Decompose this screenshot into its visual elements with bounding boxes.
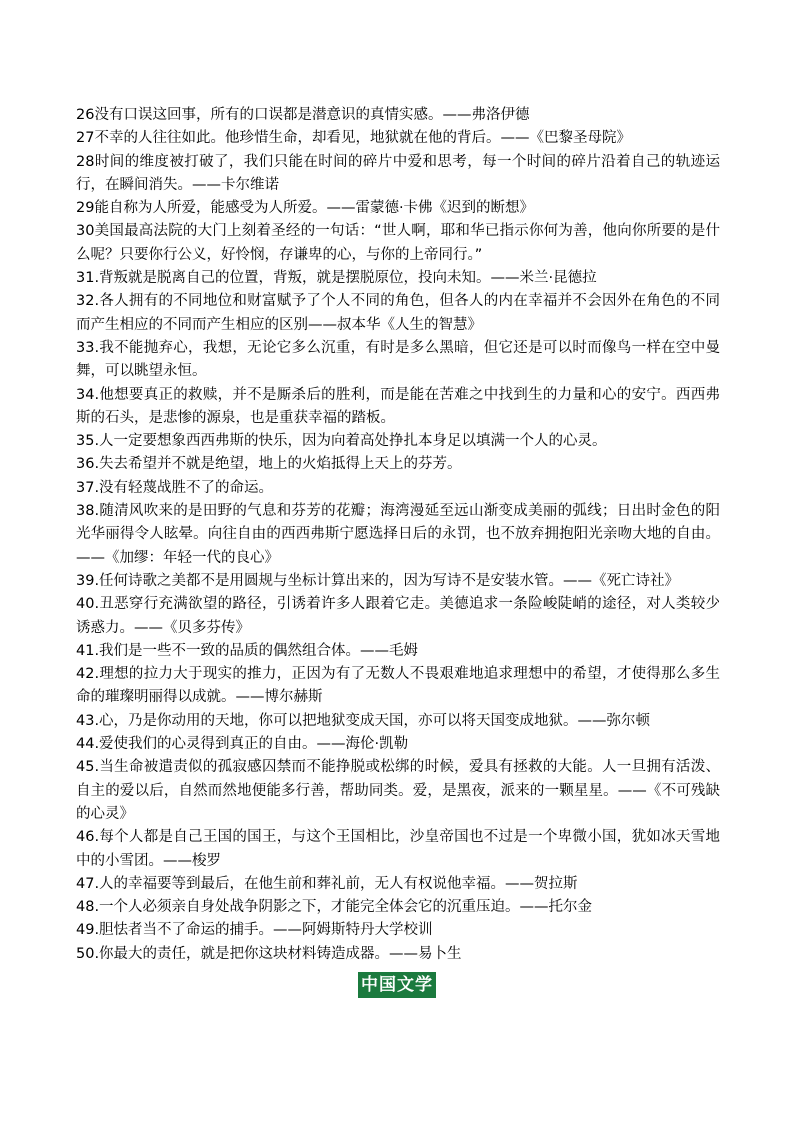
quote-31: 31.背叛就是脱离自己的位置，背叛，就是摆脱原位，投向未知。——米兰·昆德拉 [76, 270, 597, 287]
quote-42: 42.理想的拉力大于现实的推力，正因为有了无数人不畏艰难地追求理想中的希望，才使得那么多生命的璀璨明丽得以成就。——博尔赫斯 [76, 666, 720, 706]
quote-27: 27不幸的人往往如此。他珍惜生命，却看见，地狱就在他的背后。——《巴黎圣母院》 [76, 130, 631, 147]
quote-44: 44.爱使我们的心灵得到真正的自由。——海伦·凯勒 [76, 736, 409, 753]
quote-35: 35.人一定要想象西西弗斯的快乐，因为向着高处挣扎本身足以填满一个人的心灵。 [76, 433, 607, 450]
chinese-literature-logo: 中国文学 [358, 972, 436, 998]
quote-list [76, 104, 720, 966]
quote-41: 41.我们是一些不一致的品质的偶然组合体。——毛姆 [76, 642, 419, 659]
quote-40: 40.丑恶穿行充满欲望的路径，引诱着许多人跟着它走。美德追求一条险峻陡峭的途径，对人类较少诱惑力。——《贝多芬传》 [76, 596, 720, 636]
quote-29: 29能自称为人所爱，能感受为人所爱。——雷蒙德·卡佛《迟到的断想》 [76, 200, 535, 217]
quote-47: 47.人的幸福要等到最后，在他生前和葬礼前，无人有权说他幸福。——贺拉斯 [76, 875, 578, 892]
quote-34: 34.他想要真正的救赎，并不是厮杀后的胜利，而是能在苦难之中找到生的力量和心的安宁。西西弗斯的石头，是悲惨的源泉，也是重获幸福的踏板。 [76, 386, 720, 426]
quote-37: 37.没有轻蔑战胜不了的命运。 [76, 479, 274, 496]
quote-39: 39.任何诗歌之美都不是用圆规与坐标计算出来的，因为写诗不是安装水管。——《死亡诗社》 [76, 572, 680, 589]
quote-49: 49.胆怯者当不了命运的捕手。——阿姆斯特丹大学校训 [76, 922, 433, 939]
quote-48: 48.一个人必须亲自身处战争阴影之下，才能完全体会它的沉重压迫。——托尔金 [76, 899, 593, 916]
quote-38: 38.随清风吹来的是田野的气息和芬芳的花瓣；海湾漫延至远山渐变成美丽的弧线；日出时金色的阳光华丽得令人眩晕。向往自由的西西弗斯宁愿选择日后的永罚，也不放弃拥抱阳光亲吻大地的自由。——《加缪：年轻一代的良心》 [76, 503, 720, 566]
quote-33: 33.我不能抛弃心，我想，无论它多么沉重，有时是多么黑暗，但它还是可以时而像鸟一样在空中曼舞，可以眺望永恒。 [76, 339, 720, 380]
quote-26: 26没有口误这回事，所有的口误都是潜意识的真情实感。——弗洛伊德 [76, 107, 530, 123]
quote-30: 30美国最高法院的大门上刻着圣经的一句话：“世人啊，耶和华已指示你何为善，他向你所要的是什么呢？只要你行公义，好怜悯，存谦卑的心，与你的上帝同行。” [76, 223, 720, 263]
quote-50: 50.你最大的责任，就是把你这块材料铸造成器。——易卜生 [76, 945, 462, 962]
quote-36: 36.失去希望并不就是绝望，地上的火焰抵得上天上的芬芳。 [76, 456, 462, 473]
quote-45: 45.当生命被遣责似的孤寂感囚禁而不能挣脱或松绑的时候，爱具有拯救的大能。人一旦拥有活泼、自主的爱以后，自然而然地便能多行善，帮助同类。爱，是黑夜，派来的一颗星星。——《不可残缺的心灵》 [76, 759, 720, 822]
quote-32: 32.各人拥有的不同地位和财富赋予了个人不同的角色，但各人的内在幸福并不会因外在角色的不同而产生相应的不同而产生相应的区别——叔本华《人生的智慧》 [76, 293, 720, 333]
quote-46: 46.每个人都是自己王国的国王，与这个王国相比，沙皇帝国也不过是一个卑微小国，犹如冰天雪地中的小雪团。——梭罗 [76, 829, 720, 869]
quote-28: 28时间的维度被打破了，我们只能在时间的碎片中爱和思考，每一个时间的碎片沿着自己的轨迹运行，在瞬间消失。——卡尔维诺 [76, 153, 720, 193]
quote-43: 43.心，乃是你动用的天地，你可以把地狱变成天国，亦可以将天国变成地狱。——弥尔顿 [76, 712, 651, 729]
